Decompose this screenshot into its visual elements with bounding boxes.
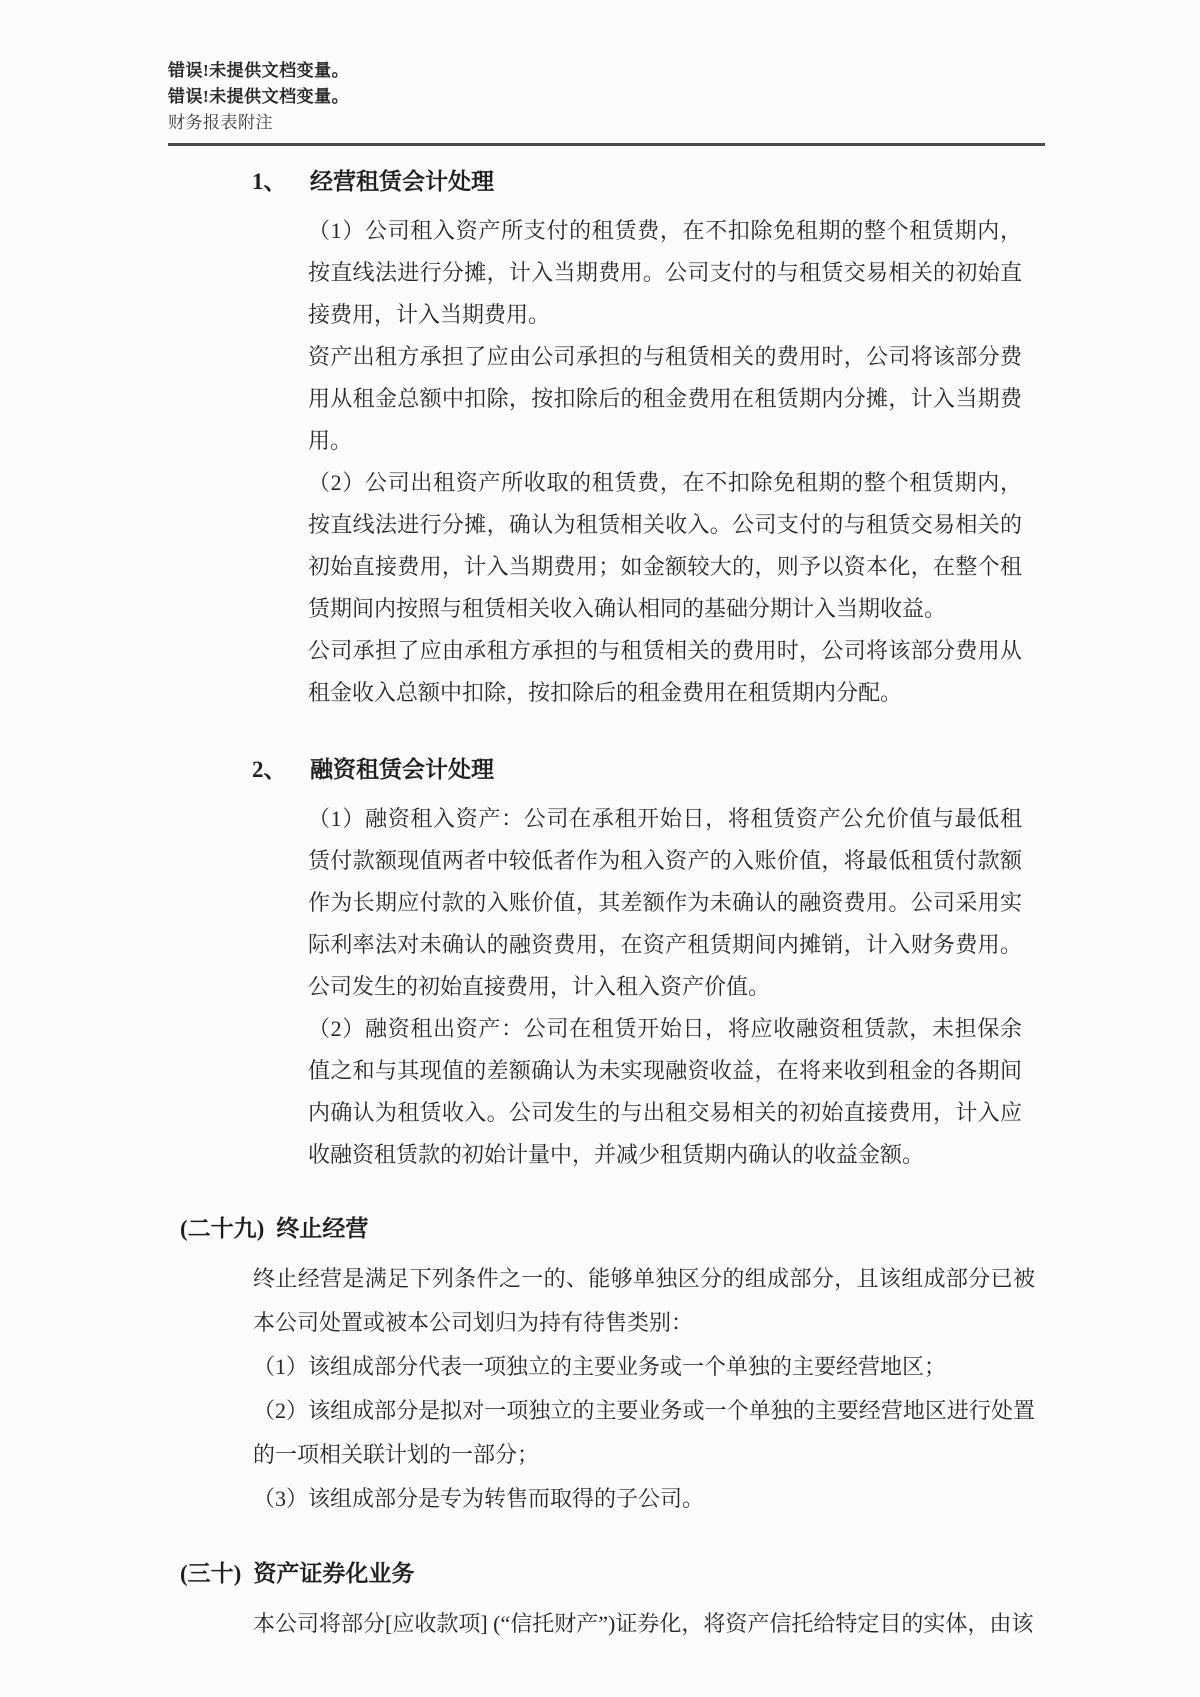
section-number: 1、 — [252, 169, 287, 194]
section-heading — [252, 754, 1035, 786]
paragraph: （1）融资租入资产：公司在承租开始日，将租赁资产公允价值与最低租赁付款额现值两者中较低者作为租入资产的入账价值，将最低租赁付款额作为长期应付款的入账价值，其差额作为未确认的融资费用。公司采用实际利率法对未确认的融资费用，在资产租赁期间内摊销，计入财务费用。公司发生的初始直接费用，计入租入资产价值。 — [308, 806, 1022, 999]
section-title: 终止经营 — [276, 1216, 369, 1241]
doc-error-line-1: 错误!未提供文档变量。 — [168, 61, 350, 80]
paragraph: （1）公司租入资产所支付的租赁费，在不扣除免租期的整个租赁期内，按直线法进行分摊，计入当期费用。公司支付的与租赁交易相关的初始直接费用，计入当期费用。 — [308, 218, 1022, 327]
section-body — [308, 210, 1022, 714]
paragraph: 资产出租方承担了应由公司承担的与租赁相关的费用时，公司将该部分费用从租金总额中扣除，按扣除后的租金费用在租赁期内分摊，计入当期费用。 — [308, 344, 1022, 453]
section-body — [308, 798, 1022, 1176]
header-rule — [168, 143, 1045, 146]
section-number: (二十九) — [180, 1216, 265, 1241]
section-heading — [180, 1213, 1035, 1245]
page-header — [168, 58, 1035, 146]
paragraph: 公司承担了应由承租方承担的与租赁相关的费用时，公司将该部分费用从租金收入总额中扣除，按扣除后的租金费用在租赁期内分配。 — [308, 638, 1022, 705]
paragraph: （2）该组成部分是拟对一项独立的主要业务或一个单独的主要经营地区进行处置的一项相关联计划的一部分； — [253, 1398, 1035, 1467]
section-heading — [252, 166, 1035, 198]
doc-subtitle: 财务报表附注 — [168, 113, 273, 132]
section-body — [253, 1257, 1035, 1521]
paragraph: 终止经营是满足下列条件之一的、能够单独区分的组成部分，且该组成部分已被本公司处置或被本公司划归为持有待售类别： — [253, 1266, 1035, 1335]
section-title: 资产证券化业务 — [253, 1561, 415, 1586]
paragraph: 本公司将部分[应收款项] (“信托财产”)证券化，将资产信托给特定目的实体，由该 — [253, 1611, 1034, 1636]
section-finance-lease — [168, 754, 1035, 1176]
section-title: 经营租赁会计处理 — [310, 169, 494, 194]
section-number: 2、 — [252, 757, 287, 782]
section-body — [253, 1602, 1035, 1646]
section-title: 融资租赁会计处理 — [310, 757, 494, 782]
section-number: (三十) — [180, 1561, 242, 1586]
paragraph: （3）该组成部分是专为转售而取得的子公司。 — [253, 1486, 705, 1511]
section-discontinued-operations — [168, 1213, 1035, 1521]
paragraph: （2）融资租出资产：公司在租赁开始日，将应收融资租赁款，未担保余值之和与其现值的差额确认为未实现融资收益，在将来收到租金的各期间内确认为租赁收入。公司发生的与出租交易相关的初始直接费用，计入应收融资租赁款的初始计量中，并减少租赁期内确认的收益金额。 — [308, 1016, 1022, 1167]
doc-error-line-2: 错误!未提供文档变量。 — [168, 87, 350, 106]
section-heading — [180, 1558, 1035, 1590]
paragraph: （2）公司出租资产所收取的租赁费，在不扣除免租期的整个租赁期内，按直线法进行分摊，确认为租赁相关收入。公司支付的与租赁交易相关的初始直接费用，计入当期费用；如金额较大的，则予以资本化，在整个租赁期间内按照与租赁相关收入确认相同的基础分期计入当期收益。 — [308, 470, 1022, 621]
section-operating-lease — [168, 166, 1035, 714]
section-asset-securitization — [168, 1558, 1035, 1646]
paragraph: （1）该组成部分代表一项独立的主要业务或一个单独的主要经营地区； — [253, 1354, 947, 1379]
